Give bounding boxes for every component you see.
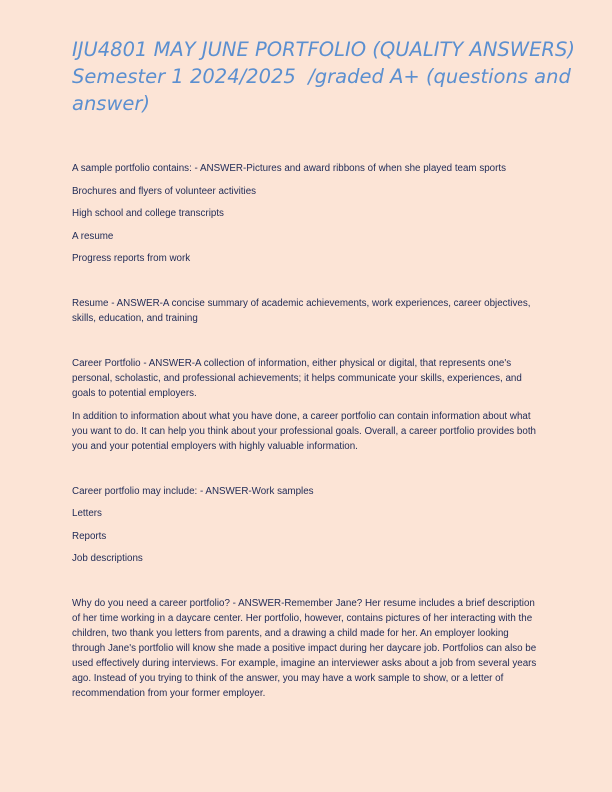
title-line: Semester 1 2024/2025 /graded A+ (questions and xyxy=(72,65,571,88)
qa-resume: Resume - ANSWER-A concise summary of academic achievements, work experiences, career objectives, skills, education, and training xyxy=(72,298,531,324)
list-item: A resume xyxy=(72,230,114,242)
qa-portfolio-include: Career portfolio may include: - ANSWER-Work samples xyxy=(72,485,314,497)
qa-why-portfolio: Why do you need a career portfolio? - ANSWER-Remember Jane? Her resume includes a brief description of her time working in a daycare center. Her portfolio, however, contains pictures of her interacting with the children, two thank you letters from parents, and a drawing a child made for her. An employer looking through Jane's portfolio will know she made a positive impact during her daycare job. Portfolios can also be used effectively during interviews. For example, imagine an interviewer asks about a job from several years ago. Instead of you trying to think of the answer, you may have a work sample to show, or a letter of recommendation from your former employer. xyxy=(72,598,537,699)
list-item: Job descriptions xyxy=(72,553,143,564)
list-item: Letters xyxy=(72,508,102,519)
paragraph: In addition to information about what you have done, a career portfolio can contain information about what you want to do. It can help you think about your professional goals. Overall, a career portfolio provides both you and your potential employers with highly valuable information. xyxy=(72,410,536,452)
list-item: High school and college transcripts xyxy=(72,208,224,219)
list-item: Brochures and flyers of volunteer activities xyxy=(72,185,257,197)
list-item: Reports xyxy=(72,530,107,542)
qa-sample-portfolio: A sample portfolio contains: - ANSWER-Pictures and award ribbons of when she played team sports xyxy=(72,163,506,174)
document-body xyxy=(72,161,542,701)
list-item: Progress reports from work xyxy=(72,253,191,264)
title-line: answer) xyxy=(72,92,151,115)
title-line: IJU4801 MAY JUNE PORTFOLIO (QUALITY ANSWERS) xyxy=(72,38,575,61)
qa-career-portfolio: Career Portfolio - ANSWER-A collection of information, either physical or digital, that represents one's personal, scholastic, and professional achievements; it helps communicate your skills, experiences, and goals to potential employers. xyxy=(72,358,522,399)
document-title xyxy=(72,36,575,117)
